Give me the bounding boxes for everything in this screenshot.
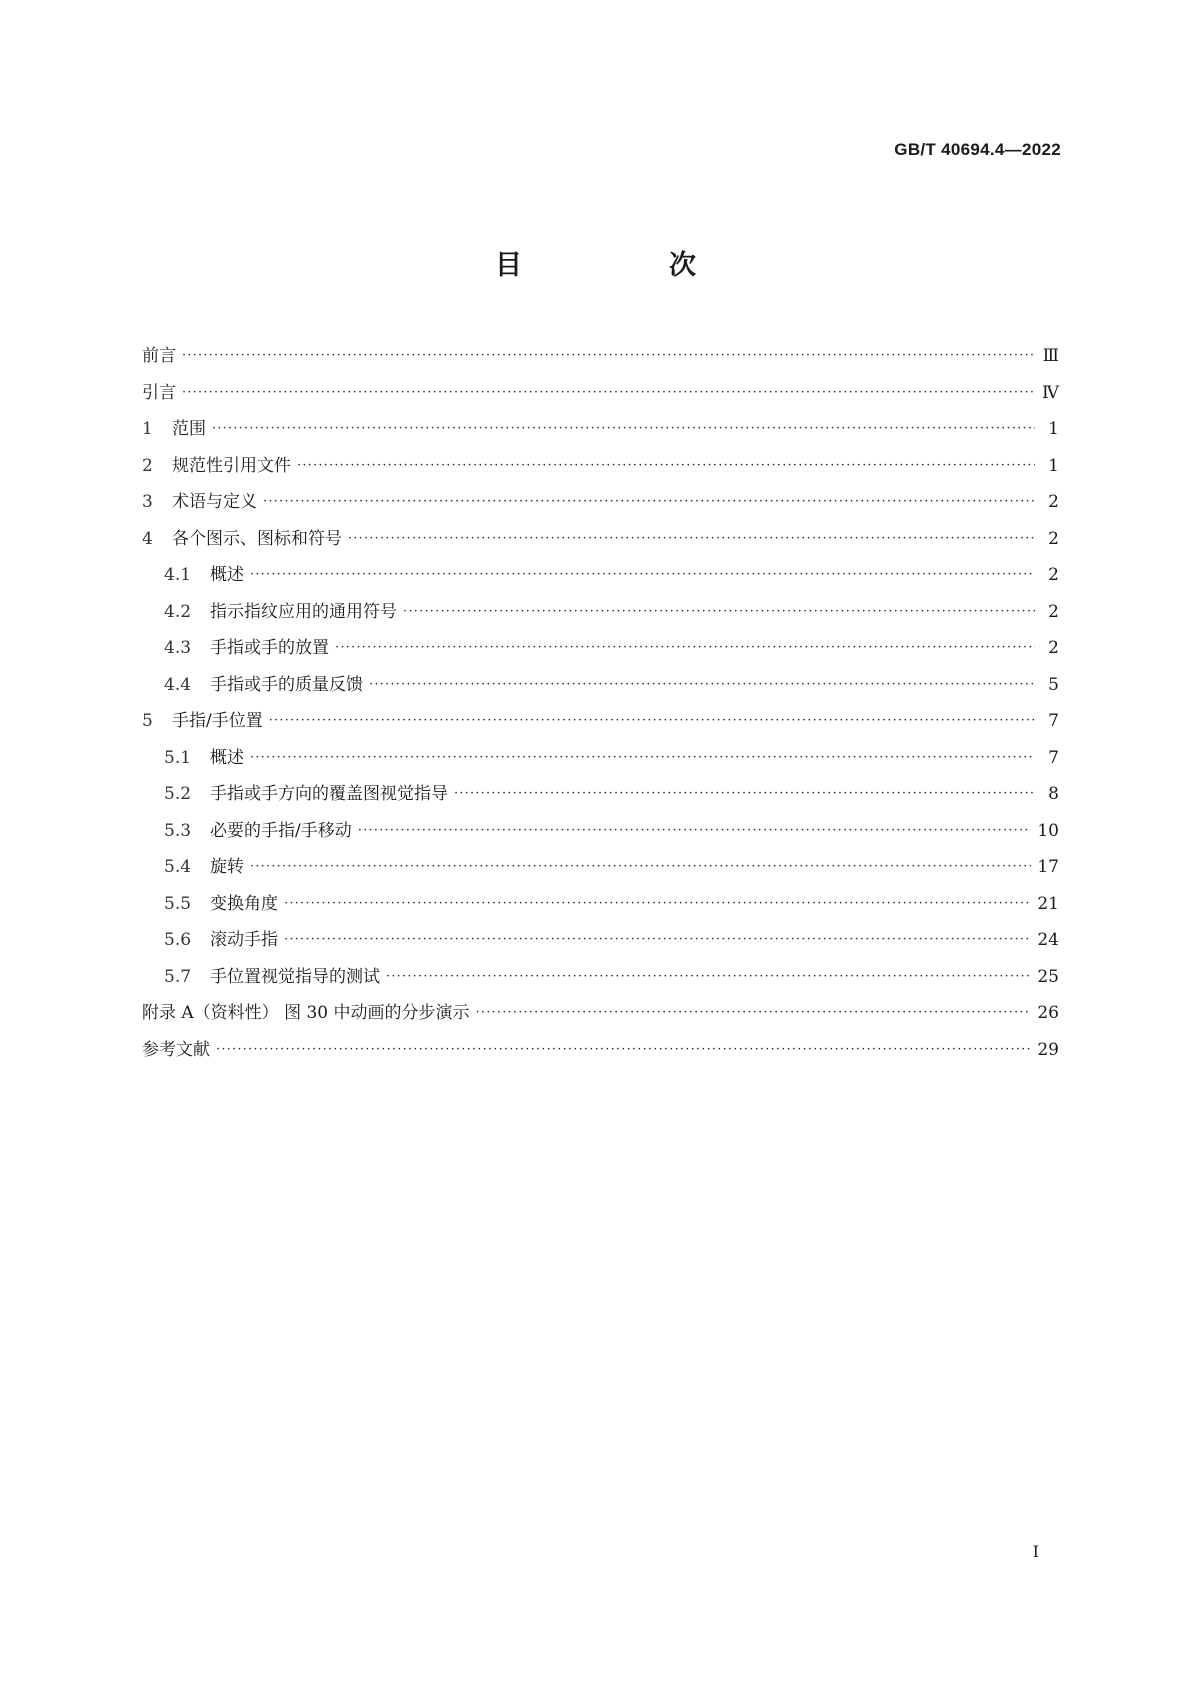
page-title: 目 次 — [495, 250, 756, 281]
toc-entry-label — [164, 930, 278, 950]
toc-leader-dots — [348, 529, 1035, 549]
toc-entry[interactable] — [142, 557, 1059, 594]
toc-entry-text: 参考文献 — [142, 1039, 210, 1060]
toc-entry-text: 概述 — [210, 565, 244, 586]
toc-entry-number: 4.4 — [164, 674, 192, 695]
toc-entry-label — [142, 1003, 470, 1023]
toc-entry-label — [164, 821, 352, 841]
toc-entry[interactable] — [142, 484, 1059, 521]
toc-entry-text: 滚动手指 — [210, 930, 278, 951]
toc-entry-text: 手位置视觉指导的测试 — [210, 966, 380, 987]
toc-entry[interactable] — [142, 959, 1059, 996]
toc-leader-dots — [216, 1040, 1031, 1060]
toc-leader-dots — [369, 675, 1035, 695]
toc-entry-page: 8 — [1048, 784, 1059, 805]
toc-entry-page: 7 — [1048, 747, 1059, 768]
toc-entry-text: 范围 — [172, 419, 206, 440]
toc-entry-label — [164, 967, 380, 987]
toc-entry-text: 必要的手指/手移动 — [210, 820, 352, 841]
toc-entry-label — [164, 638, 329, 658]
toc-entry-number: 4.2 — [164, 601, 192, 622]
toc-entry-page: 2 — [1048, 528, 1059, 549]
toc-entry-number: 5 — [142, 711, 153, 732]
toc-leader-dots — [212, 419, 1035, 439]
toc-entry-number: 5.2 — [164, 784, 192, 805]
toc-leader-dots — [182, 383, 1035, 403]
toc-entry-page: 5 — [1048, 674, 1059, 695]
toc-entry-number: 4 — [142, 528, 153, 549]
toc-entry-label — [142, 492, 257, 512]
toc-entry-label — [142, 1040, 210, 1060]
toc-entry-page: 2 — [1048, 565, 1059, 586]
toc-entry-label — [142, 529, 342, 549]
toc-entry-label — [164, 784, 448, 804]
toc-entry[interactable] — [142, 703, 1059, 740]
toc-entry-page: 1 — [1048, 419, 1059, 440]
toc-entry-label — [142, 419, 206, 439]
toc-entry-label — [164, 565, 244, 585]
toc-leader-dots — [263, 492, 1035, 512]
toc-entry-number: 4.1 — [164, 565, 192, 586]
toc-entry-text: 规范性引用文件 — [172, 455, 291, 476]
toc-entry-text: 前言 — [142, 346, 176, 367]
toc-entry-text: 手指/手位置 — [172, 711, 263, 732]
toc-entry[interactable] — [142, 849, 1059, 886]
toc-entry[interactable] — [142, 813, 1059, 850]
toc-entry-label — [164, 602, 397, 622]
toc-entry[interactable] — [142, 1032, 1059, 1069]
toc-leader-dots — [476, 1003, 1032, 1023]
toc-entry-page: 26 — [1037, 1003, 1059, 1024]
toc-entry[interactable] — [142, 521, 1059, 558]
toc-entry-text: 术语与定义 — [172, 492, 257, 513]
toc-entry[interactable] — [142, 886, 1059, 923]
toc-entry-text: 手指或手的放置 — [210, 638, 329, 659]
toc-leader-dots — [284, 894, 1031, 914]
toc-entry-page: Ⅲ — [1042, 346, 1059, 367]
toc-leader-dots — [182, 346, 1035, 366]
toc-leader-dots — [403, 602, 1035, 622]
toc-entry-number: 2 — [142, 455, 153, 476]
toc-entry-number: 3 — [142, 492, 153, 513]
toc-leader-dots — [250, 857, 1031, 877]
toc-entry[interactable] — [142, 667, 1059, 704]
toc-entry-page: 24 — [1037, 930, 1059, 951]
toc-entry-text: 指示指纹应用的通用符号 — [210, 601, 397, 622]
toc-entry[interactable] — [142, 995, 1059, 1032]
toc-entry-text: 旋转 — [210, 857, 244, 878]
toc-entry-label — [164, 894, 278, 914]
toc-leader-dots — [250, 748, 1035, 768]
toc-leader-dots — [358, 821, 1032, 841]
toc-entry[interactable] — [142, 740, 1059, 777]
toc-entry-number: 5.1 — [164, 747, 192, 768]
toc-entry[interactable] — [142, 338, 1059, 375]
toc-entry[interactable] — [142, 922, 1059, 959]
toc-entry-number: 5.7 — [164, 966, 192, 987]
page-number: I — [1032, 1542, 1039, 1561]
toc-entry-text: 手指或手的质量反馈 — [210, 674, 363, 695]
toc-entry-page: 10 — [1037, 820, 1059, 841]
toc-entry[interactable] — [142, 375, 1059, 412]
toc-entry-page: 2 — [1048, 492, 1059, 513]
toc-entry-number: 5.5 — [164, 893, 192, 914]
toc-entry-page: 2 — [1048, 638, 1059, 659]
toc-entry-page: 7 — [1048, 711, 1059, 732]
toc-entry-label — [164, 748, 244, 768]
toc-entry-page: 2 — [1048, 601, 1059, 622]
toc-leader-dots — [335, 638, 1035, 658]
toc-entry-text: 手指或手方向的覆盖图视觉指导 — [210, 784, 448, 805]
toc-entry-page: 25 — [1037, 966, 1059, 987]
toc-entry-number: 5.3 — [164, 820, 192, 841]
toc-leader-dots — [454, 784, 1035, 804]
toc-entry-number: 1 — [142, 419, 153, 440]
toc-entry-label — [164, 857, 244, 877]
toc-entry-label — [164, 675, 363, 695]
toc-entry-text: 概述 — [210, 747, 244, 768]
toc-entry-label — [142, 383, 176, 403]
toc-entry-page: Ⅳ — [1042, 382, 1059, 403]
toc-entry-label — [142, 456, 291, 476]
toc-entry-number: 5.6 — [164, 930, 192, 951]
toc-leader-dots — [297, 456, 1035, 476]
table-of-contents — [142, 338, 1059, 1068]
toc-entry-number: 4.3 — [164, 638, 192, 659]
toc-leader-dots — [284, 930, 1031, 950]
toc-entry-page: 29 — [1037, 1039, 1059, 1060]
toc-entry-label — [142, 346, 176, 366]
toc-entry-page: 17 — [1037, 857, 1059, 878]
toc-entry[interactable] — [142, 630, 1059, 667]
toc-leader-dots — [386, 967, 1031, 987]
toc-entry-page: 1 — [1048, 455, 1059, 476]
toc-entry-text: 变换角度 — [210, 893, 278, 914]
toc-entry-text: 各个图示、图标和符号 — [172, 528, 342, 549]
toc-entry[interactable] — [142, 594, 1059, 631]
toc-entry-label — [142, 711, 263, 731]
toc-leader-dots — [250, 565, 1035, 585]
toc-entry-number: 5.4 — [164, 857, 192, 878]
toc-leader-dots — [269, 711, 1035, 731]
standard-number: GB/T 40694.4—2022 — [894, 140, 1061, 159]
toc-entry[interactable] — [142, 448, 1059, 485]
toc-entry-text: 引言 — [142, 382, 176, 403]
toc-entry-text: 附录 A（资料性） 图 30 中动画的分步演示 — [142, 1003, 470, 1024]
toc-entry[interactable] — [142, 411, 1059, 448]
toc-entry-page: 21 — [1037, 893, 1059, 914]
toc-entry[interactable] — [142, 776, 1059, 813]
